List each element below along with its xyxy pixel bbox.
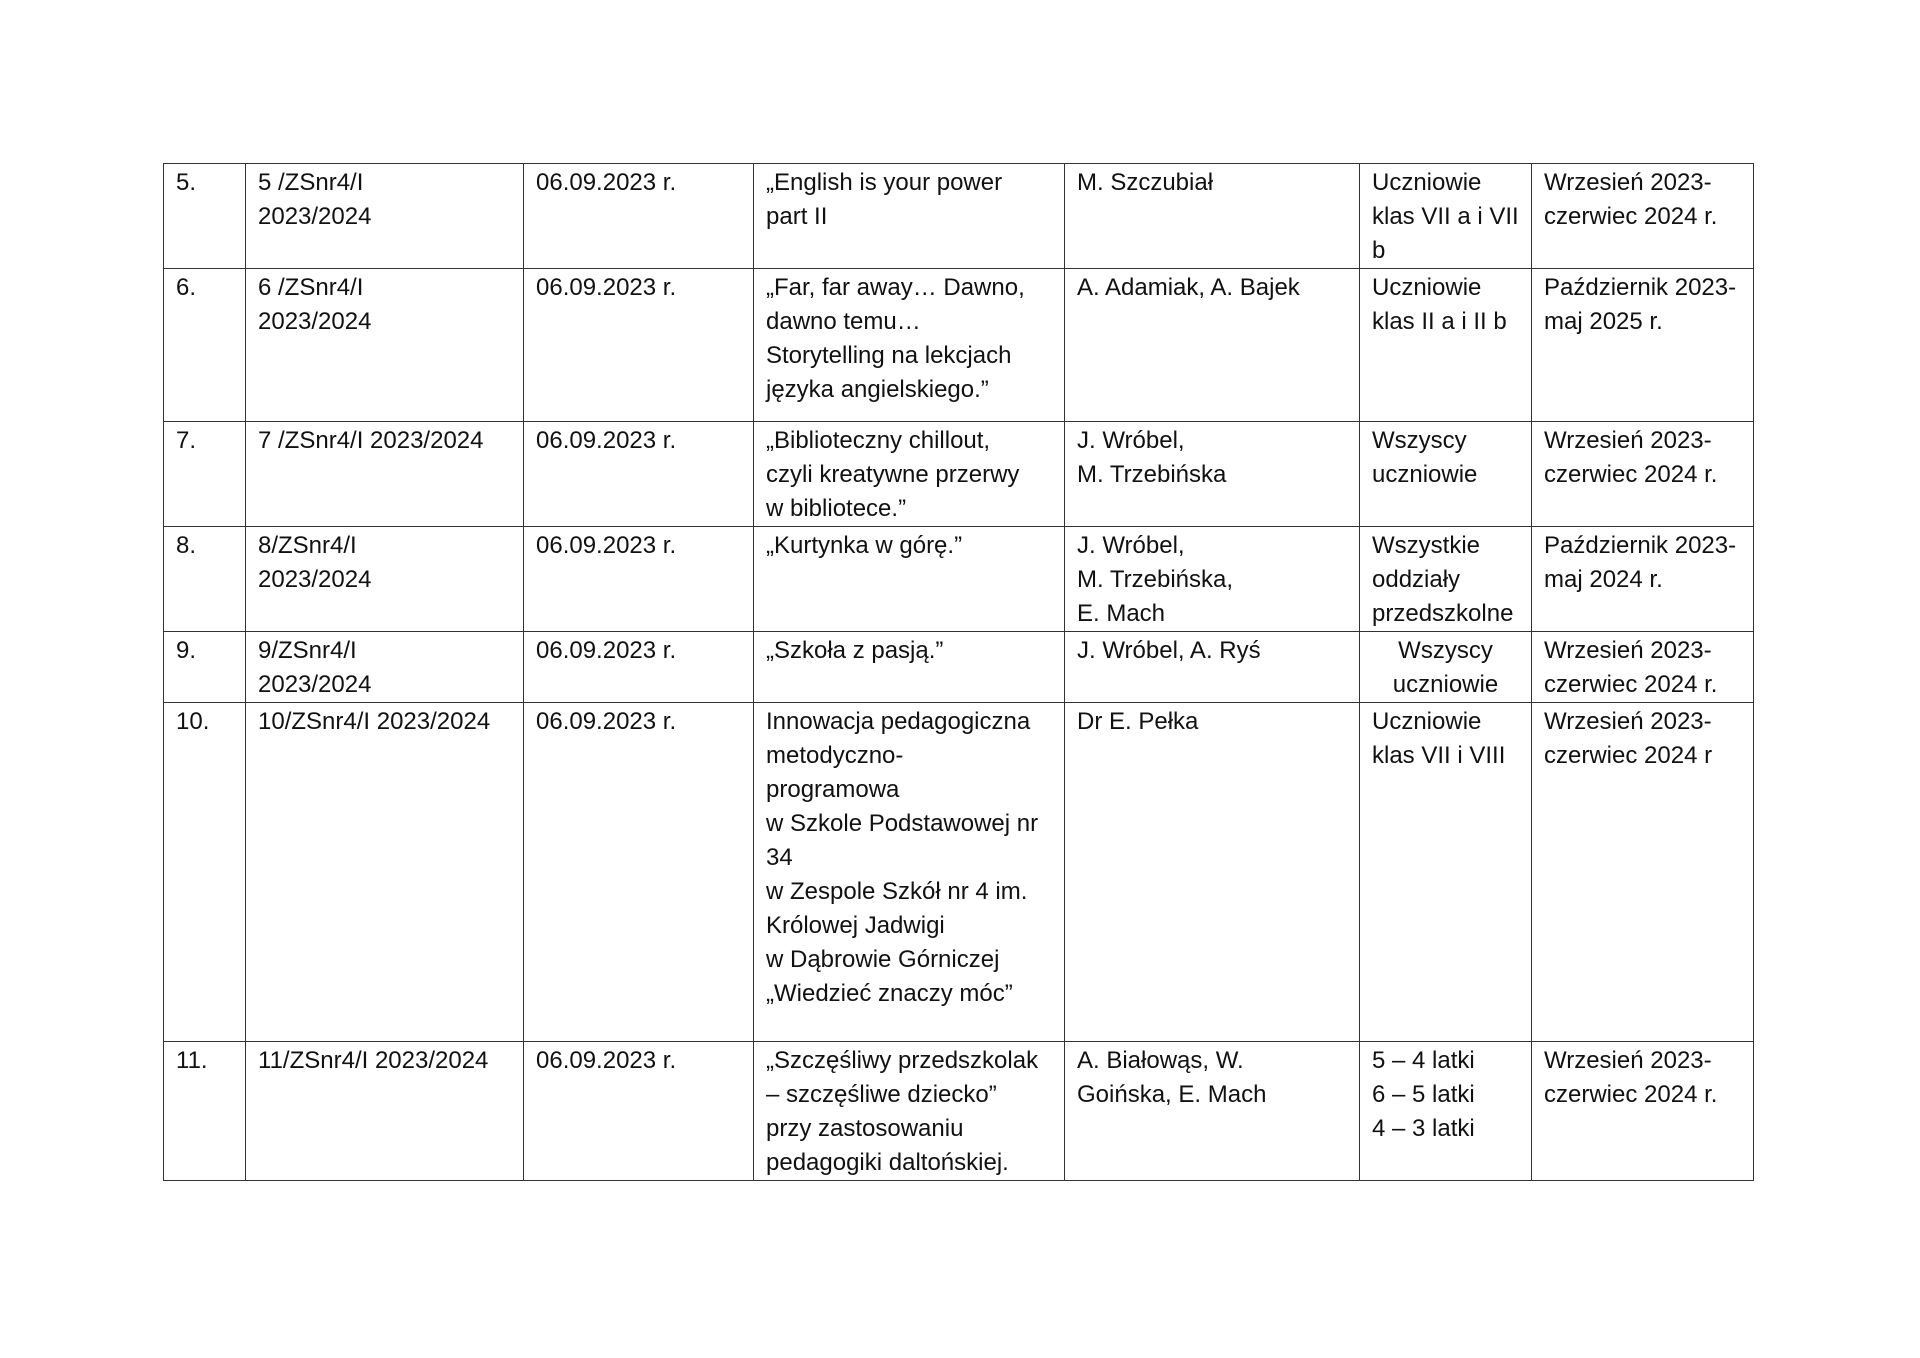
signature-cell: 5 /ZSnr4/I 2023/2024 bbox=[246, 164, 524, 269]
period-cell: Wrzesień 2023- czerwiec 2024 r. bbox=[1532, 1042, 1754, 1181]
signature-cell: 7 /ZSnr4/I 2023/2024 bbox=[246, 422, 524, 527]
innovation-register-table bbox=[163, 163, 1754, 1181]
authors-cell: Dr E. Pełka bbox=[1065, 703, 1360, 1042]
row-number-cell: 9. bbox=[164, 632, 246, 703]
target-group-cell: 5 – 4 latki 6 – 5 latki 4 – 3 latki bbox=[1360, 1042, 1532, 1181]
period-cell: Październik 2023- maj 2025 r. bbox=[1532, 269, 1754, 422]
authors-cell: J. Wróbel, M. Trzebińska, E. Mach bbox=[1065, 527, 1360, 632]
table-row bbox=[164, 632, 1754, 703]
table-row bbox=[164, 527, 1754, 632]
title-cell: „Biblioteczny chillout, czyli kreatywne przerwy w bibliotece.” bbox=[754, 422, 1065, 527]
title-cell: Innowacja pedagogiczna metodyczno- programowa w Szkole Podstawowej nr 34 w Zespole Szkół nr 4 im. Królowej Jadwigi w Dąbrowie Górniczej „Wiedzieć znaczy móc” bbox=[754, 703, 1065, 1042]
period-cell: Wrzesień 2023- czerwiec 2024 r. bbox=[1532, 164, 1754, 269]
table-row bbox=[164, 164, 1754, 269]
target-group-cell: Uczniowie klas II a i II b bbox=[1360, 269, 1532, 422]
title-cell: „Szkoła z pasją.” bbox=[754, 632, 1065, 703]
row-number-cell: 5. bbox=[164, 164, 246, 269]
row-number-cell: 6. bbox=[164, 269, 246, 422]
row-number-cell: 8. bbox=[164, 527, 246, 632]
table-row bbox=[164, 269, 1754, 422]
target-group-cell: Wszyscy uczniowie bbox=[1360, 632, 1532, 703]
date-cell: 06.09.2023 r. bbox=[524, 422, 754, 527]
authors-cell: M. Szczubiał bbox=[1065, 164, 1360, 269]
authors-cell: J. Wróbel, A. Ryś bbox=[1065, 632, 1360, 703]
authors-cell: J. Wróbel, M. Trzebińska bbox=[1065, 422, 1360, 527]
title-cell: „English is your power part II bbox=[754, 164, 1065, 269]
target-group-cell: Wszystkie oddziały przedszkolne bbox=[1360, 527, 1532, 632]
table-row bbox=[164, 703, 1754, 1042]
row-number-cell: 7. bbox=[164, 422, 246, 527]
date-cell: 06.09.2023 r. bbox=[524, 703, 754, 1042]
title-cell: „Kurtynka w górę.” bbox=[754, 527, 1065, 632]
row-number-cell: 11. bbox=[164, 1042, 246, 1181]
signature-cell: 6 /ZSnr4/I 2023/2024 bbox=[246, 269, 524, 422]
signature-cell: 10/ZSnr4/I 2023/2024 bbox=[246, 703, 524, 1042]
signature-cell: 8/ZSnr4/I 2023/2024 bbox=[246, 527, 524, 632]
period-cell: Wrzesień 2023- czerwiec 2024 r. bbox=[1532, 422, 1754, 527]
target-group-cell: Wszyscy uczniowie bbox=[1360, 422, 1532, 527]
period-cell: Wrzesień 2023- czerwiec 2024 r bbox=[1532, 703, 1754, 1042]
period-cell: Październik 2023- maj 2024 r. bbox=[1532, 527, 1754, 632]
target-group-cell: Uczniowie klas VII a i VII b bbox=[1360, 164, 1532, 269]
table-row bbox=[164, 1042, 1754, 1181]
title-cell: „Szczęśliwy przedszkolak – szczęśliwe dziecko” przy zastosowaniu pedagogiki daltońskiej. bbox=[754, 1042, 1065, 1181]
date-cell: 06.09.2023 r. bbox=[524, 1042, 754, 1181]
table-row bbox=[164, 422, 1754, 527]
period-cell: Wrzesień 2023- czerwiec 2024 r. bbox=[1532, 632, 1754, 703]
row-number-cell: 10. bbox=[164, 703, 246, 1042]
target-group-cell: Uczniowie klas VII i VIII bbox=[1360, 703, 1532, 1042]
date-cell: 06.09.2023 r. bbox=[524, 527, 754, 632]
date-cell: 06.09.2023 r. bbox=[524, 164, 754, 269]
authors-cell: A. Adamiak, A. Bajek bbox=[1065, 269, 1360, 422]
authors-cell: A. Białowąs, W. Goińska, E. Mach bbox=[1065, 1042, 1360, 1181]
signature-cell: 9/ZSnr4/I 2023/2024 bbox=[246, 632, 524, 703]
signature-cell: 11/ZSnr4/I 2023/2024 bbox=[246, 1042, 524, 1181]
title-cell: „Far, far away… Dawno, dawno temu… Storytelling na lekcjach języka angielskiego.” bbox=[754, 269, 1065, 422]
date-cell: 06.09.2023 r. bbox=[524, 632, 754, 703]
date-cell: 06.09.2023 r. bbox=[524, 269, 754, 422]
